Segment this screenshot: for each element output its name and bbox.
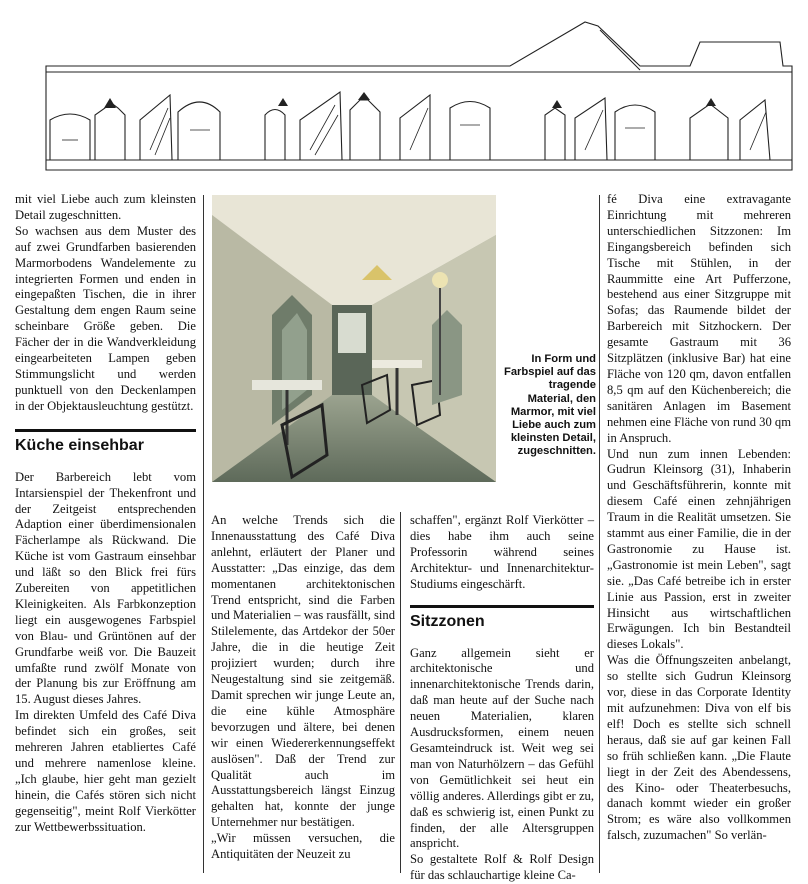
column-divider — [203, 195, 204, 873]
paragraph: Der Barbereich lebt vom Intarsienspiel der Thekenfront und der Zeitgeist entsprechenden Adaption einer überdimensionalen Fächerlampe als Rückwand. Die Küche ist vom Gastraum einsehbar und läßt so den Blick frei fürs Zubereiten von appetitlichen Kleinigkeiten. Als Farbkonzeption liegt ein ausgewogenes Farbspiel von Blau- und Grüntönen auf der Grundfarbe weiß vor. Die Bauzeit umfaßte rund zwölf Monate von der Planung bis zur Eröffnung am 15. August dieses Jahres. — [15, 469, 196, 707]
paragraph: Und nun zum innen Lebenden: Gudrun Kleinsorg (31), Inhaberin und Geschäftsführerin, konnte mit diesem Café einen zehnjährigen Traum in die Realität umsetzen. Sie stammt aus einer Familie, die in der Gastronomie zu Hause ist. „Gastronomie ist mein Leben", sagt sie. „Das Café betreibe ich in erster Linie aus Passion, erst in zweiter Hinsicht aus wirtschaftlichen Erwägungen. Ich bin Bestandteil dieses Lokals". — [607, 446, 791, 652]
paragraph: So gestaltete Rolf & Rolf Design für das schlauchartige kleine Ca- — [410, 852, 594, 883]
photo-caption: In Form und Farbspiel auf das tragende Material, den Marmor, mit viel Liebe auch zum kleinsten Detail, zugeschnitten. — [503, 353, 596, 458]
cafe-interior-photo — [212, 195, 496, 482]
column-divider — [599, 195, 600, 873]
article-column-2 — [211, 513, 395, 863]
architectural-elevation-drawing — [0, 0, 808, 180]
paragraph: So wachsen aus dem Muster des auf zwei Grundfarben basierenden Marmorbodens Wandelemente zu integrierten Formen und enden in eingepaßten Tischen, die in ihrer Gestaltung dem engen Raum seine scheinbare Größe geben. Die Fächer der in die Wandverkleidung eingearbeiteten Lampen geben Stimmungslicht und werden punktuell von den Deckenlampen in der Objektausleuchtung gestützt. — [15, 223, 196, 413]
paragraph: schaffen", ergänzt Rolf Vierkötter – dies habe ihm auch seine Professorin während seines Architektur- und Innenarchitektur-Studiums eingeschärft. — [410, 513, 594, 591]
paragraph: „Wir müssen versuchen, die Antiquitäten der Neuzeit zu — [211, 831, 395, 862]
section-heading-sitzzonen: Sitzzonen — [410, 605, 594, 638]
article-column-1 — [15, 192, 196, 836]
article-column-4 — [607, 192, 791, 844]
paragraph: fé Diva eine extravagante Einrichtung mit mehreren unterschiedlichen Sitzzonen: Im Eingangsbereich befinden sich Tische mit Stühlen, in der Raummitte eine Art Pufferzone, bestehend aus einer Sitzgruppe mit Sofas; das Raumende bildet der Barbereich mit Sitzhockern. Der gesamte Gastraum mit 36 Sitzplätzen (inklusive Bar) hat eine Fläche von 120 qm, davon entfallen 8,5 qm auf den Küchenbereich; die sanitären Anlagen im Basement nehmen eine Fläche von rund 30 qm in Anspruch. — [607, 192, 791, 445]
article-column-3 — [410, 513, 594, 884]
section-heading-kueche: Küche einsehbar — [15, 429, 196, 462]
paragraph: mit viel Liebe auch zum kleinsten Detail zugeschnitten. — [15, 192, 196, 222]
paragraph: Im direkten Umfeld des Café Diva befindet sich ein großes, seit mehreren Jahren etabliertes Café und mehrere namenlose kleine. „Ich glaube, hier geht man gezielt hinein, die Cafés stören sich nicht gegenseitig", meint Rolf Vierkötter zur Wettbewerbssituation. — [15, 708, 196, 834]
column-divider — [400, 512, 401, 873]
paragraph: Ganz allgemein sieht er architektonische und innenarchitektonische Trends darin, daß man heute auf der Suche nach neuen Materialien, klaren Ausdrucksformen, einem neuen Gesamteindruck ist. Weit weg sei man von Naturhölzern – das Gefühl von Gemütlichkeit sei heut ein völlig anderes. Allerdings gibt er zu, daß es schwierig ist, einen Punkt zu finden, der alle Altersgruppen anspricht. — [410, 645, 594, 851]
paragraph: Was die Öffnungszeiten anbelangt, so stellte sich Gudrun Kleinsorg vor, diese in das Corporate Identity mit aufzunehmen: Diva von elf bis elf! Doch es stellte sich schnell heraus, daß sie auf gar keinen Fall so früh schließen kann. „Die Flaute liegt in der Zeit des Abendessens, des Kino- oder Theaterbesuchs, danach kommt wieder ein großer Strom; es wäre also vollkommen falsch, zuzumachen" So verlän- — [607, 653, 791, 843]
paragraph: An welche Trends sich die Innenausstattung des Café Diva anlehnt, erläutert der Planer und Ausstatter: „Das einzige, das dem momentanen architektonischen Trend entspricht, sind die Farben und Materialien – was rausfällt, sind Stilelemente, das Artdekor der 50er Jahre, die in die heutige Zeit projiziert wurden; durch ihre Neugestaltung sind sie zeitgemäß. Damit sprechen wir junge Leute an, die eine kühle Atmosphäre bevorzugen und ältere, bei denen wir einen Wiedererkennungseffekt auslösen". Daß der Trend zur Qualität auch im Ausstattungsbereich längst Einzug gehalten hat, konnte der junge Unternehmer nur bestätigen. — [211, 513, 395, 830]
